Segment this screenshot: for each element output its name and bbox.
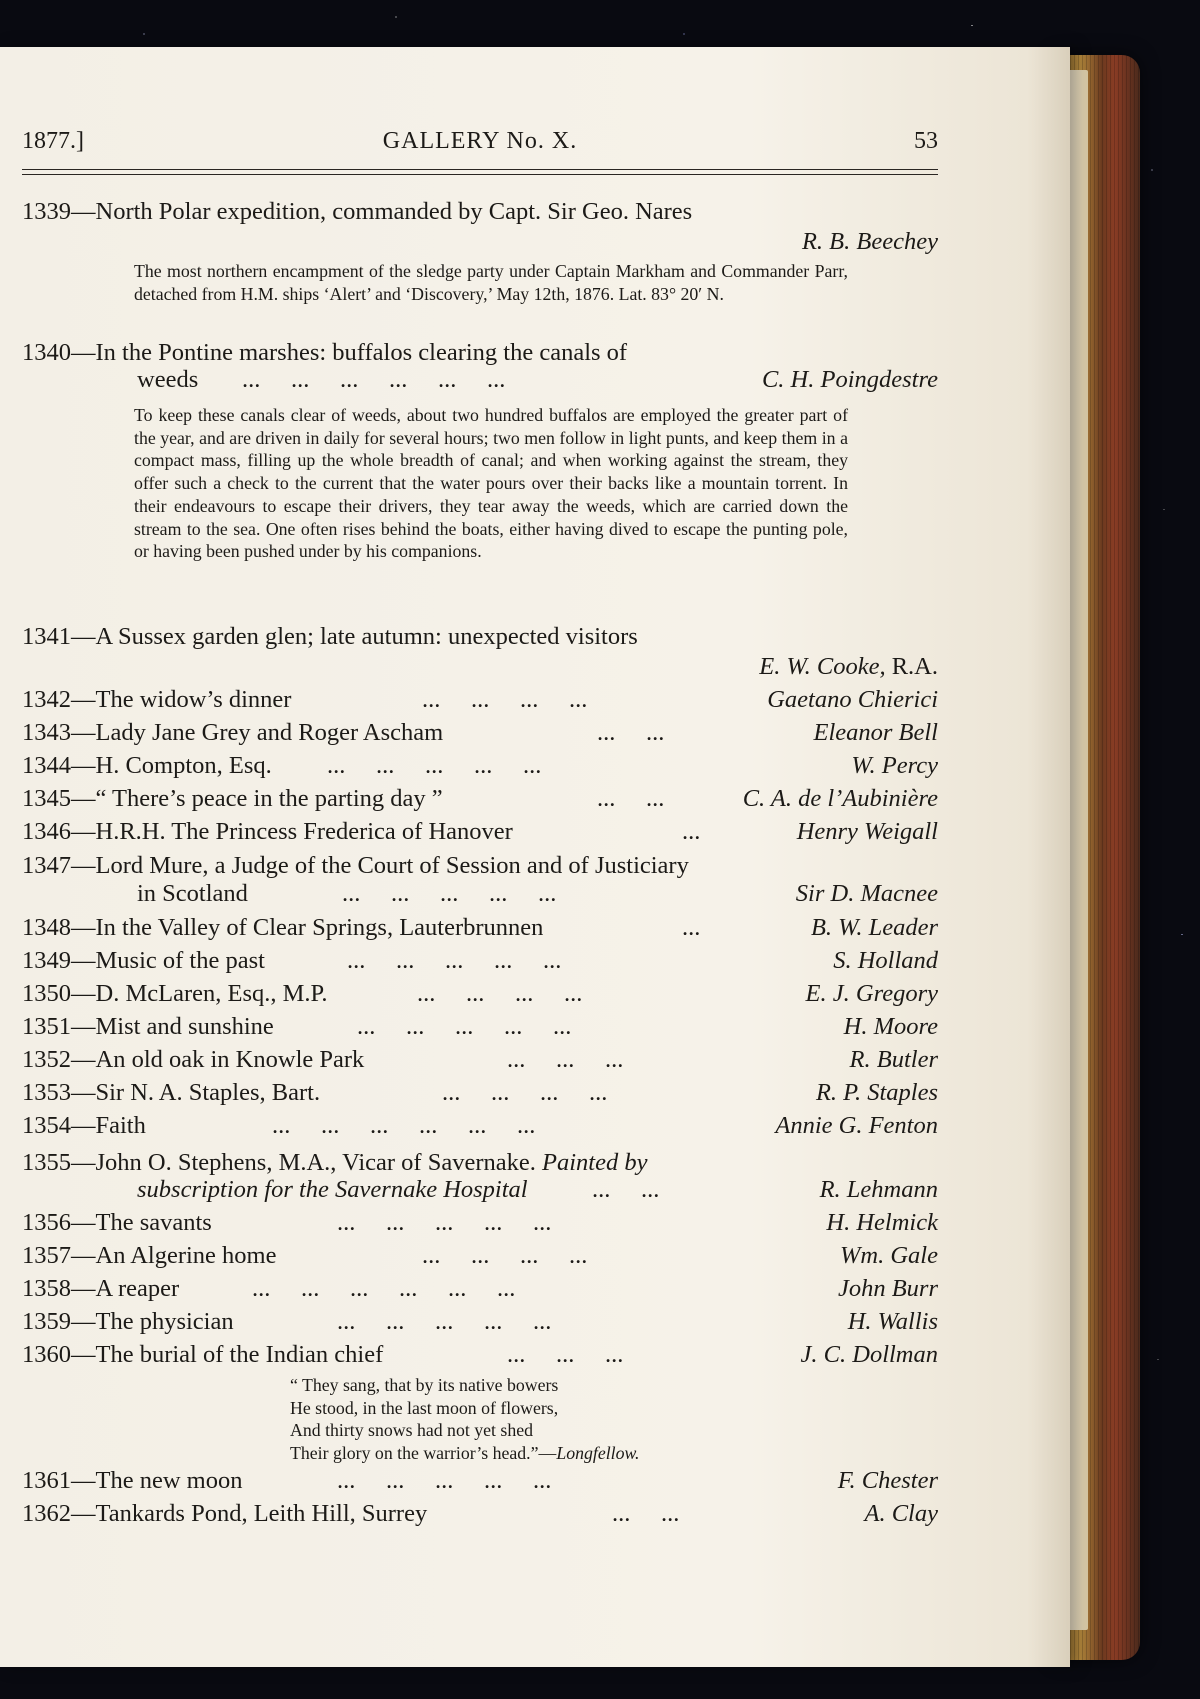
entry-1345 [22, 783, 938, 815]
entry-artist: C. A. de l’Aubinière [742, 785, 938, 812]
entry-title: 1344—H. Compton, Esq. [22, 752, 272, 779]
entry-1348 [22, 912, 938, 944]
dot-leader: ... ... [597, 719, 665, 746]
entry-1355-line2 [22, 1174, 938, 1206]
entry-artist: H. Moore [843, 1013, 938, 1040]
entry-artist: E. W. Cooke, R.A. [759, 653, 938, 680]
entry-title-continued: weeds [137, 366, 199, 393]
entry-title: 1352—An old oak in Knowle Park [22, 1046, 365, 1073]
entry-title: 1354—Faith [22, 1112, 146, 1139]
entry-1340-description: To keep these canals clear of weeds, about two hundred buffalos are employed the greater part of the year, and are driven in daily for several hours; two men follow in light punts, and keep them in a compact mass, filling up the whole breadth of canal; and when working against the stream, they offer such a check to the current that the water pours over their backs like a mountain torrent. In their endeavours to escape their drivers, they tear away the weeds, which are carried down the stream to the sea. One often rises behind the boats, either having dived to escape the punting pole, or having been pushed under by his companions. [134, 405, 848, 562]
entry-1354 [22, 1110, 938, 1142]
page-number: 53 [914, 128, 938, 154]
entry-artist: Eleanor Bell [813, 719, 938, 746]
poem-line: He stood, in the last moon of flowers, [290, 1397, 559, 1418]
dot-leader: ... ... [592, 1176, 660, 1203]
entry-title: 1351—Mist and sunshine [22, 1013, 274, 1040]
entry-artist: F. Chester [837, 1467, 938, 1494]
entry-1341 [22, 621, 938, 653]
dot-leader: ... ... ... [507, 1046, 624, 1073]
entry-1340-line2 [22, 364, 938, 396]
entry-title: 1355—John O. Stephens, M.A., Vicar of Savernake. Painted by [22, 1149, 648, 1176]
entry-1360 [22, 1339, 938, 1371]
entry-artist: H. Wallis [847, 1308, 938, 1335]
entry-artist: W. Percy [851, 752, 938, 779]
entry-title: 1360—The burial of the Indian chief [22, 1341, 384, 1368]
entry-title: 1339—North Polar expedition, commanded by Capt. Sir Geo. Nares [22, 198, 693, 225]
entry-1346 [22, 816, 938, 848]
entry-artist: B. W. Leader [810, 914, 938, 941]
entry-1347-line2 [22, 878, 938, 910]
entry-1359 [22, 1306, 938, 1338]
entry-artist: R. B. Beechey [801, 228, 938, 255]
dot-leader: ... ... ... ... ... ... [252, 1275, 516, 1302]
entry-title: 1342—The widow’s dinner [22, 686, 292, 713]
entry-1350 [22, 978, 938, 1010]
entry-title-continued: in Scotland [137, 880, 248, 907]
dot-leader: ... ... ... ... ... ... [242, 366, 506, 393]
poem-source: Longfellow. [556, 1442, 640, 1463]
entry-1356 [22, 1207, 938, 1239]
entry-title: 1356—The savants [22, 1209, 212, 1236]
entry-1361 [22, 1465, 938, 1497]
entry-1362 [22, 1498, 938, 1530]
entry-1353 [22, 1077, 938, 1109]
entry-title: 1345—“ There’s peace in the parting day ” [22, 785, 443, 812]
entry-title: 1347—Lord Mure, a Judge of the Court of Session and of Justiciary [22, 852, 689, 879]
entry-title: 1341—A Sussex garden glen; late autumn: unexpected visitors [22, 623, 638, 650]
entry-1339-artist-line [22, 226, 938, 258]
header-year: 1877.] [22, 128, 84, 154]
dot-leader: ... ... ... ... ... ... [272, 1112, 536, 1139]
entry-1352 [22, 1044, 938, 1076]
dot-leader: ... ... ... ... ... [347, 947, 562, 974]
entry-artist: C. H. Poingdestre [761, 366, 938, 393]
entry-title: 1343—Lady Jane Grey and Roger Ascham [22, 719, 444, 746]
entry-artist: Annie G. Fenton [775, 1112, 938, 1139]
entry-1339 [22, 196, 938, 228]
page-edges [1068, 70, 1088, 1630]
entry-1341-artist-line [22, 651, 938, 683]
dot-leader: ... ... ... ... [442, 1079, 608, 1106]
dot-leader: ... ... ... ... [422, 686, 588, 713]
dot-leader: ... ... ... [507, 1341, 624, 1368]
entry-1343 [22, 717, 938, 749]
entry-title: 1353—Sir N. A. Staples, Bart. [22, 1079, 321, 1106]
running-header [22, 128, 938, 162]
dot-leader: ... ... ... ... ... [337, 1308, 552, 1335]
entry-title-continued: subscription for the Savernake Hospital [137, 1176, 528, 1203]
entry-artist: Wm. Gale [840, 1242, 938, 1269]
entry-title: 1358—A reaper [22, 1275, 180, 1302]
entry-artist: S. Holland [833, 947, 938, 974]
dot-leader: ... [682, 914, 701, 941]
entry-title: 1340—In the Pontine marshes: buffalos clearing the canals of [22, 339, 628, 366]
entry-artist: H. Helmick [826, 1209, 938, 1236]
entry-artist: Gaetano Chierici [767, 686, 938, 713]
entry-title: 1348—In the Valley of Clear Springs, Lauterbrunnen [22, 914, 544, 941]
dot-leader: ... ... ... ... ... [342, 880, 557, 907]
entry-1351 [22, 1011, 938, 1043]
entry-1344 [22, 750, 938, 782]
entry-1358 [22, 1273, 938, 1305]
entry-title: 1349—Music of the past [22, 947, 265, 974]
poem-line: And thirty snows had not yet shed [290, 1420, 533, 1440]
entry-title: 1362—Tankards Pond, Leith Hill, Surrey [22, 1500, 428, 1527]
entry-title: 1361—The new moon [22, 1467, 243, 1494]
dot-leader: ... ... ... ... ... [337, 1467, 552, 1494]
entry-artist: E. J. Gregory [805, 980, 938, 1007]
entry-artist: R. Butler [849, 1046, 938, 1073]
entry-artist: Henry Weigall [796, 818, 938, 845]
entry-title: 1357—An Algerine home [22, 1242, 277, 1269]
entry-artist: R. Lehmann [819, 1176, 938, 1203]
entry-artist: A. Clay [864, 1500, 938, 1527]
dot-leader: ... ... ... ... ... [357, 1013, 572, 1040]
entry-title: 1350—D. McLaren, Esq., M.P. [22, 980, 328, 1007]
entry-1339-description: The most northern encampment of the sledge party under Captain Markham and Commander Parr, detached from H.M. ships ‘Alert’ and ‘Discovery,’ May 12th, 1876. Lat. 83° 20′ N. [134, 261, 848, 304]
entry-title: 1359—The physician [22, 1308, 234, 1335]
header-rule-bottom [22, 174, 938, 175]
header-title: GALLERY No. X. [382, 128, 578, 154]
dot-leader: ... ... ... ... [422, 1242, 588, 1269]
entry-artist: R. P. Staples [815, 1079, 938, 1106]
entry-1360-poem [290, 1374, 850, 1464]
dot-leader: ... ... [612, 1500, 680, 1527]
header-rule-top [22, 169, 938, 170]
dot-leader: ... ... [597, 785, 665, 812]
entry-artist: John Burr [837, 1275, 938, 1302]
entry-1342 [22, 684, 938, 716]
entry-1357 [22, 1240, 938, 1272]
entry-artist: J. C. Dollman [800, 1341, 938, 1368]
entry-title: 1346—H.R.H. The Princess Frederica of Hanover [22, 818, 513, 845]
entry-artist: Sir D. Macnee [795, 880, 938, 907]
dot-leader: ... ... ... ... ... [337, 1209, 552, 1236]
dot-leader: ... ... ... ... ... [327, 752, 542, 779]
dot-leader: ... ... ... ... [417, 980, 583, 1007]
dot-leader: ... [682, 818, 701, 845]
poem-line: “ They sang, that by its native bowers [290, 1375, 559, 1395]
entry-1349 [22, 945, 938, 977]
poem-line: Their glory on the warrior’s head.”—Longfellow. [290, 1442, 640, 1463]
